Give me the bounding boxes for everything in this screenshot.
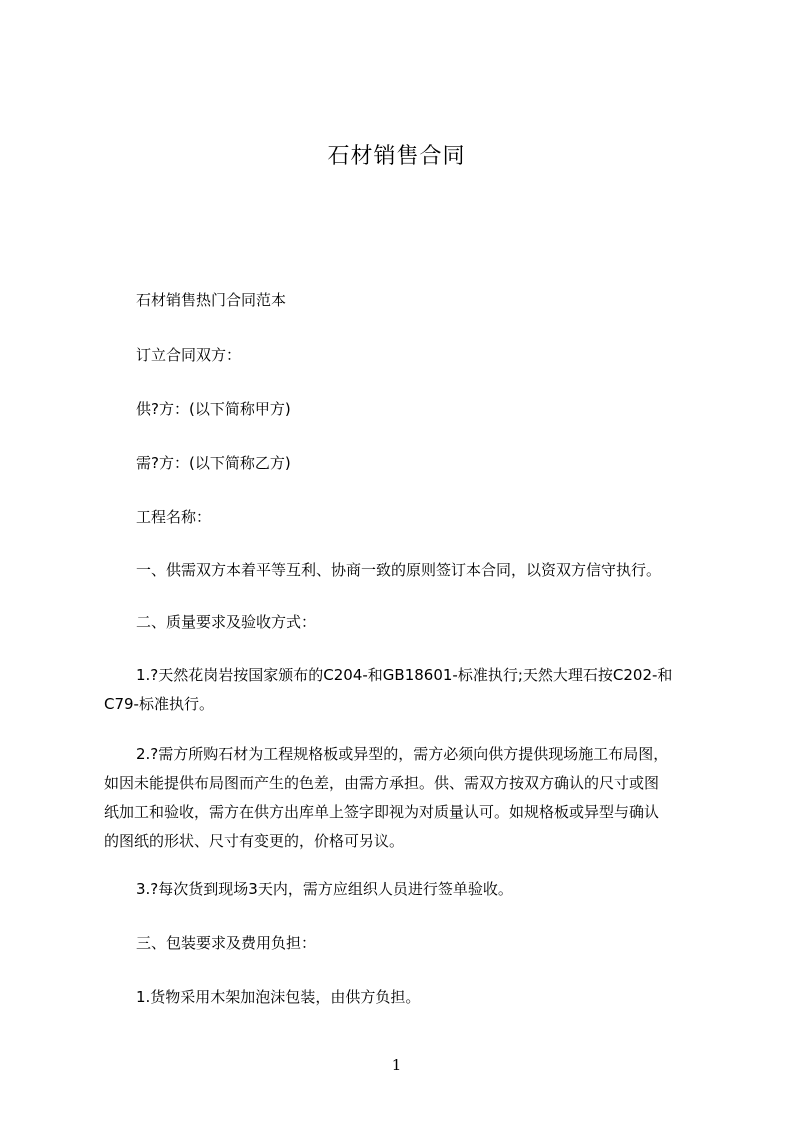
clause-2-line-3: 纸加工和验收，需方在供方出库单上签字即视为对质量认可。如规格板或异型与确认	[104, 803, 660, 821]
clause-1-line-1: 1.?天然花岗岩按国家颁布的C204-和GB18601-标准执行;天然大理石按C202-和	[136, 666, 673, 684]
paragraph-supplier: 供?方：(以下简称甲方)	[136, 400, 291, 418]
paragraph-clause-1	[104, 661, 700, 719]
paragraph-section-3-heading: 三、包装要求及费用负担：	[136, 934, 317, 952]
paragraph-buyer: 需?方：(以下简称乙方)	[136, 454, 291, 472]
paragraph-project-name: 工程名称：	[136, 508, 212, 526]
clause-1-line-2: C79-标准执行。	[104, 695, 214, 713]
paragraph-subtitle: 石材销售热门合同范本	[136, 291, 287, 309]
paragraph-parties: 订立合同双方：	[136, 346, 242, 364]
paragraph-packaging-1: 1.货物采用木架加泡沫包装，由供方负担。	[136, 988, 421, 1006]
paragraph-clause-3: 3.?每次货到现场3天内，需方应组织人员进行签单验收。	[136, 880, 513, 898]
paragraph-section-2-heading: 二、质量要求及验收方式：	[136, 613, 317, 631]
paragraph-section-1: 一、供需双方本着平等互利、协商一致的原则签订本合同，以资双方信守执行。	[136, 561, 662, 579]
clause-2-line-1: 2.?需方所购石材为工程规格板或异型的，需方必须向供方提供现场施工布局图，	[136, 745, 669, 763]
clause-2-line-4: 的图纸的形状、尺寸有变更的，价格可另议。	[104, 832, 405, 850]
page-number: 1	[391, 1056, 402, 1074]
clause-2-line-2: 如因未能提供布局图而产生的色差，由需方承担。供、需双方按双方确认的尺寸或图	[104, 774, 660, 792]
document-title: 石材销售合同	[327, 144, 466, 169]
paragraph-clause-2	[104, 740, 700, 856]
